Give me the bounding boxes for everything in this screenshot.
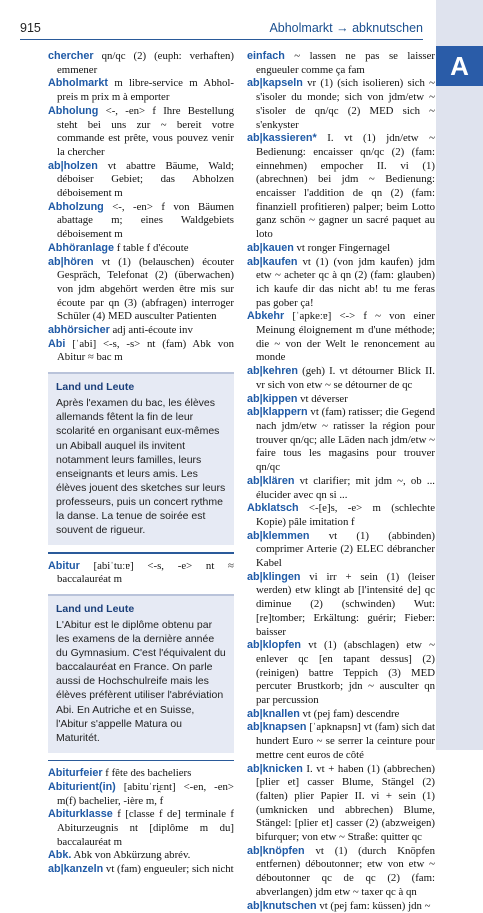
entry-headword: Abiturient(in) [48,780,116,793]
entry-headword: Abholung [48,104,99,117]
entry-headword: Abk. [48,849,72,862]
dictionary-entry: ab|kippen vt déverser [247,392,348,405]
dictionary-entry: ab|knicken I. vt + haben (1) (abbrechen) [plier et] casser Blume, Stängel (2) (falten) plier Papier II. vi + sein (1) (umknicken und abbrechen) Blume, Stängel: [plier et] casser (2) (abzweigen) bifurquer; von etw ~ Straße: quitter qc [247,762,435,844]
entry-headword: ab|klopfen [247,639,302,652]
entry-headword: ab|kapseln [247,77,303,90]
right-column [247,50,435,913]
dictionary-entry: ab|knallen vt (pej fam) descendre [247,707,400,720]
entry-headword: ab|kauen [247,241,294,254]
entry-headword: ab|hören [48,255,94,268]
dictionary-entry: ab|kauen vt ronger Fingernagel [247,241,391,254]
entry-headword: Abholmarkt [48,77,108,90]
dictionary-entry: Abitur [abiˈtuːɐ] <-s, -e> nt ≈ baccalauréat m [48,559,234,586]
left-entries-middle [48,560,234,587]
entry-headword: ab|knutschen [247,899,317,912]
entry-headword: ab|klappern [247,406,308,419]
dictionary-entry: Abholmarkt m libre-service m Abhol-preis m prix m à emporter [48,77,234,104]
dictionary-entry: einfach ~ lassen ne pas se laisser engueuler comme ça fam [247,50,435,76]
dictionary-entry: ab|holzen vt abattre Bäume, Wald; déboiser Gebiet; das Abholzen déboisement m [48,159,234,200]
dictionary-entry: ab|knapsen [ˈapknapsn] vt (fam) sich dat hundert Euro ~ se serrer la ceinture pour mettre cent euros de côté [247,721,435,761]
entry-headword: chercher [48,50,94,62]
dictionary-entry: ab|klappern vt (fam) ratisser; die Gegend nach jdm/etw ~ ratisser la région pour trouver qn/qc; alle Läden nach jdm/etw ~ faire tous les magasins pour trouver qn/qc [247,406,435,474]
dictionary-entry: ab|knutschen vt (pej fam: küssen) jdn ~ [247,899,431,912]
entry-headword: ab|knicken [247,762,303,775]
entry-headword: ab|holzen [48,159,98,172]
dictionary-entry: ab|klären vt clarifier; mit jdm ~, ob ... élucider avec qn si ... [247,474,435,501]
culture-box-title: Land und Leute [56,381,135,394]
entry-headword: abhörsicher [48,324,110,337]
culture-box-title: Land und Leute [56,602,135,615]
entry-headword: ab|knöpfen [247,844,305,857]
entry-headword: ab|kehren [247,365,299,378]
dictionary-entry: abhörsicher adj anti-écoute inv [48,324,193,337]
dictionary-entry: Abiturklasse f [classe f de] terminale f Abiturzeugnis nt [diplôme m du] baccalauréat m [48,808,234,848]
entry-headword: Abkehr [247,310,285,323]
header-rule [20,39,423,40]
entry-headword: Abiturklasse [48,808,113,821]
entry-headword: Abi [48,337,66,350]
culture-box-abiball [48,372,234,545]
dictionary-entry: ab|klemmen vt (1) (abbinden) comprimer Arterie (2) ELEC débrancher Kabel [247,529,435,570]
dictionary-entry: Abiturfeier f fête des bacheliers [48,767,192,780]
dictionary-entry: ab|knöpfen vt (1) (durch Knöpfen entfernen) déboutonner; etw von etw ~ déboutonner qc de qc (2) (fam: abverlangen) jdm etw ~ taxer qc à qn [247,844,435,898]
dictionary-entry: ab|kehren (geh) I. vt détourner Blick II. vr sich von etw ~ se détourner de qc [247,365,435,391]
culture-box-text: Après l'examen du bac, les élèves allemands fêtent la fin de leur scolarité en organisant eux-mêmes un Abiball auquel ils invitent notamment leurs familles, leurs enseignants et leurs amis. Les élèves jouent des sketches sur leurs professeurs, puis un concert rythme la danse. La tenue de soirée est souvent de rigueur. [56,397,226,537]
culture-box-abitur [48,594,234,753]
box-divider [48,552,234,553]
entry-headword: ab|kippen [247,392,298,405]
entry-headword: ab|klingen [247,570,301,583]
thumb-index-letter: A [436,46,483,86]
dictionary-entry: Abi [ˈabi] <-s, -s> nt (fam) Abk von Abitur ≈ bac m [48,337,234,364]
entry-headword: ab|knapsen [247,721,307,734]
page-header [0,0,483,42]
entry-headword: ab|kassieren* [247,132,317,145]
entry-headword: Abiturfeier [48,767,103,780]
left-entries-bottom [48,767,234,877]
entry-headword: ab|klemmen [247,529,310,542]
dictionary-entry: ab|kassieren* I. vt (1) jdn/etw ~ Bedienung: encaisser qn/qc (2) (fam: einnehmen) empocher II. vi (1) (abrechnen) bei jdm ~ Bedienung: encaisser l'addition de qn (2) (fam: finanziell profitieren) palper; beim Lotto ganz schön ~ gagner un sacré paquet au loto [247,132,435,241]
dictionary-entry: ab|klingen vi irr + sein (1) (leiser werden) etw klingt ab [l'intensité de] qc diminue (2) (schwinden) Wut: [re]tomber; Erkältung: guérir; Fieber: baisser [247,570,435,638]
culture-box-text: L'Abitur est le diplôme obtenu par les examens de la dernière année du Gymnasium. C'est l'équivalent du baccalauréat en France. On parle aussi de Hochschulreife mais les élèves préfèrent utiliser l'abréviation Abi. En Autriche et en Suisse, l'Abitur s'appelle Matura ou Maturitét. [56,619,226,744]
dictionary-entry: Abklatsch <-[e]s, -e> m (schlechte Kopie) pâle imitation f [247,502,435,528]
entry-headword: ab|knallen [247,707,300,720]
entry-headword: Abhöranlage [48,241,114,254]
left-column [48,50,234,877]
dictionary-entry: Abholung <-, -en> f Ihre Bestellung steht bei uns zur ~ bereit votre commande est prête, vous pouvez venir la chercher [48,104,234,158]
entry-headword: ab|klären [247,474,295,487]
entry-headword: ab|kanzeln [48,863,104,876]
dictionary-entry: Abholzung <-, -en> f von Bäumen abattage m; eines Waldgebiets déboisement m [48,200,234,241]
thumb-index-tab [436,0,483,750]
entry-headword: Abholzung [48,200,104,213]
entry-headword: Abitur [48,559,80,572]
box-divider [48,760,234,761]
dictionary-entry: Abk. Abk von Abkürzung abrév. [48,849,191,862]
entry-headword: ab|kaufen [247,255,298,268]
page-number: 915 [20,21,41,35]
dictionary-entry: ab|klopfen vt (1) (abschlagen) etw ~ enlever qc [en tapant dessus] (2) (reinigen) battre Teppich (3) MED percuter Brustkorb; jdn ~ ausculter qn par percussion [247,639,435,707]
entry-headword: Abklatsch [247,502,299,515]
dictionary-entry: chercher qn/qc (2) (euph: verhaften) emmener [48,50,234,76]
dictionary-entry: Abiturient(in) [abituˈri̯ɛnt] <-en, -en> m(f) bachelier, -ière m, f [48,780,234,807]
dictionary-entry: ab|hören vt (1) (belauschen) écouter Gespräch, Telefonat (2) (überwachen) von jdm abgehört werden être mis sur écoute par qn (3) (abfragen) interroger Schüler (4) MED ausculter Patienten [48,255,234,323]
running-head: Abholmarkt → abknutschen [269,21,423,35]
entry-headword: einfach [247,50,285,62]
dictionary-entry: ab|kapseln vr (1) (sich isolieren) sich ~ s'isoler du monde; sich von jdm/etw ~ s'isoler de qn/qc (2) MED sich ~ s'enkyster [247,77,435,131]
dictionary-entry: Abkehr [ˈapkeːɐ] <-> f ~ von einer Meinung éloignement m d'une méthode; die ~ von der Welt le renoncement au monde [247,310,435,364]
dictionary-entry: ab|kanzeln vt (fam) engueuler; sich nicht [48,863,234,876]
left-entries-top [48,50,234,365]
right-entries [247,50,435,913]
dictionary-entry: Abhöranlage f table f d'écoute [48,241,189,254]
dictionary-entry: ab|kaufen vt (1) (von jdm kaufen) jdm etw ~ acheter qc à qn (2) (fam: glauben) ich kaufe dir das nicht ab! tu me feras pas gober ça! [247,255,435,309]
